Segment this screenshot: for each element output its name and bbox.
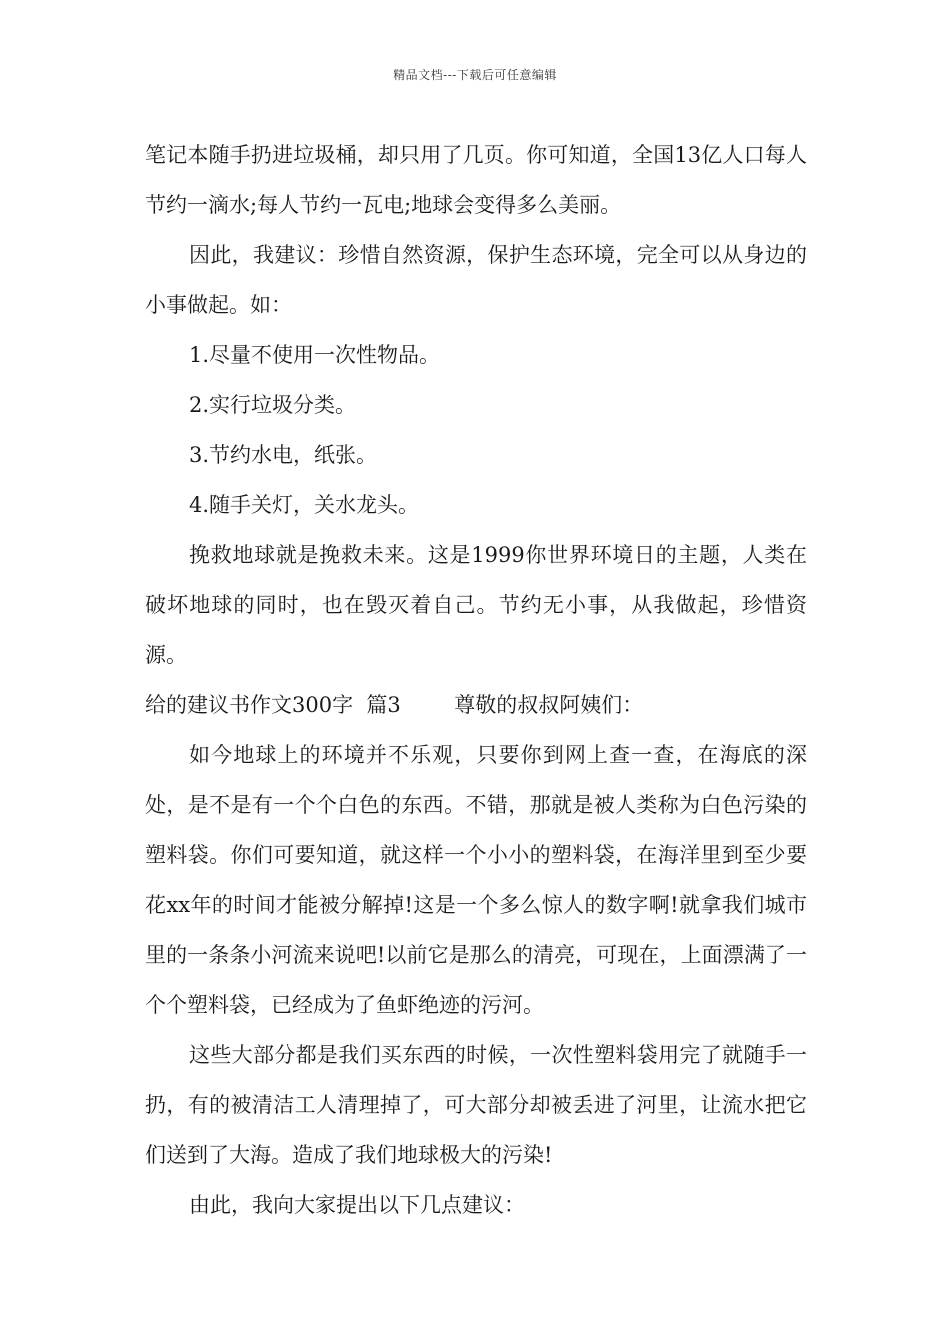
paragraph-1: 笔记本随手扔进垃圾桶，却只用了几页。你可知道，全国13亿人口每人节约一滴水;每人节约一瓦电;地球会变得多么美丽。 (145, 143, 807, 217)
paragraph-conclusion: 挽救地球就是挽救未来。这是1999你世界环境日的主题，人类在破坏地球的同时，也在毁灭着自己。节约无小事，从我做起，珍惜资源。 (145, 543, 807, 667)
list-item-4: 4.随手关灯，关水龙头。 (189, 493, 420, 517)
paragraph-plastic-bags: 这些大部分都是我们买东西的时候，一次性塑料袋用完了就随手一扔，有的被清洁工人清理掉了，可大部分却被丢进了河里，让流水把它们送到了大海。造成了我们地球极大的污染! (145, 1043, 807, 1167)
list-item-2: 2.实行垃圾分类。 (189, 393, 357, 417)
paragraph-proposal-intro: 因此，我建议：珍惜自然资源，保护生态环境，完全可以从身边的小事做起。如： (145, 243, 807, 317)
paragraph-suggestions-intro: 由此，我向大家提出以下几点建议： (189, 1193, 525, 1217)
document-body (145, 130, 807, 1230)
paragraph-environment: 如今地球上的环境并不乐观，只要你到网上查一查，在海底的深处，是不是有一个个白色的东西。不错，那就是被人类称为白色污染的塑料袋。你们可要知道，就这样一个小小的塑料袋，在海洋里到至少要花xx年的时间才能被分解掉!这是一个多么惊人的数字啊!就拿我们城市里的一条条小河流来说吧!以前它是那么的清亮，可现在，上面漂满了一个个塑料袋，已经成为了鱼虾绝迹的污河。 (145, 743, 807, 1017)
section-title: 给的建议书作文300字 篇3 尊敬的叔叔阿姨们： (145, 693, 644, 717)
list-item-3: 3.节约水电，纸张。 (189, 443, 378, 467)
page-header: 精品文档---下载后可任意编辑 (393, 68, 557, 82)
list-item-1: 1.尽量不使用一次性物品。 (189, 343, 441, 367)
